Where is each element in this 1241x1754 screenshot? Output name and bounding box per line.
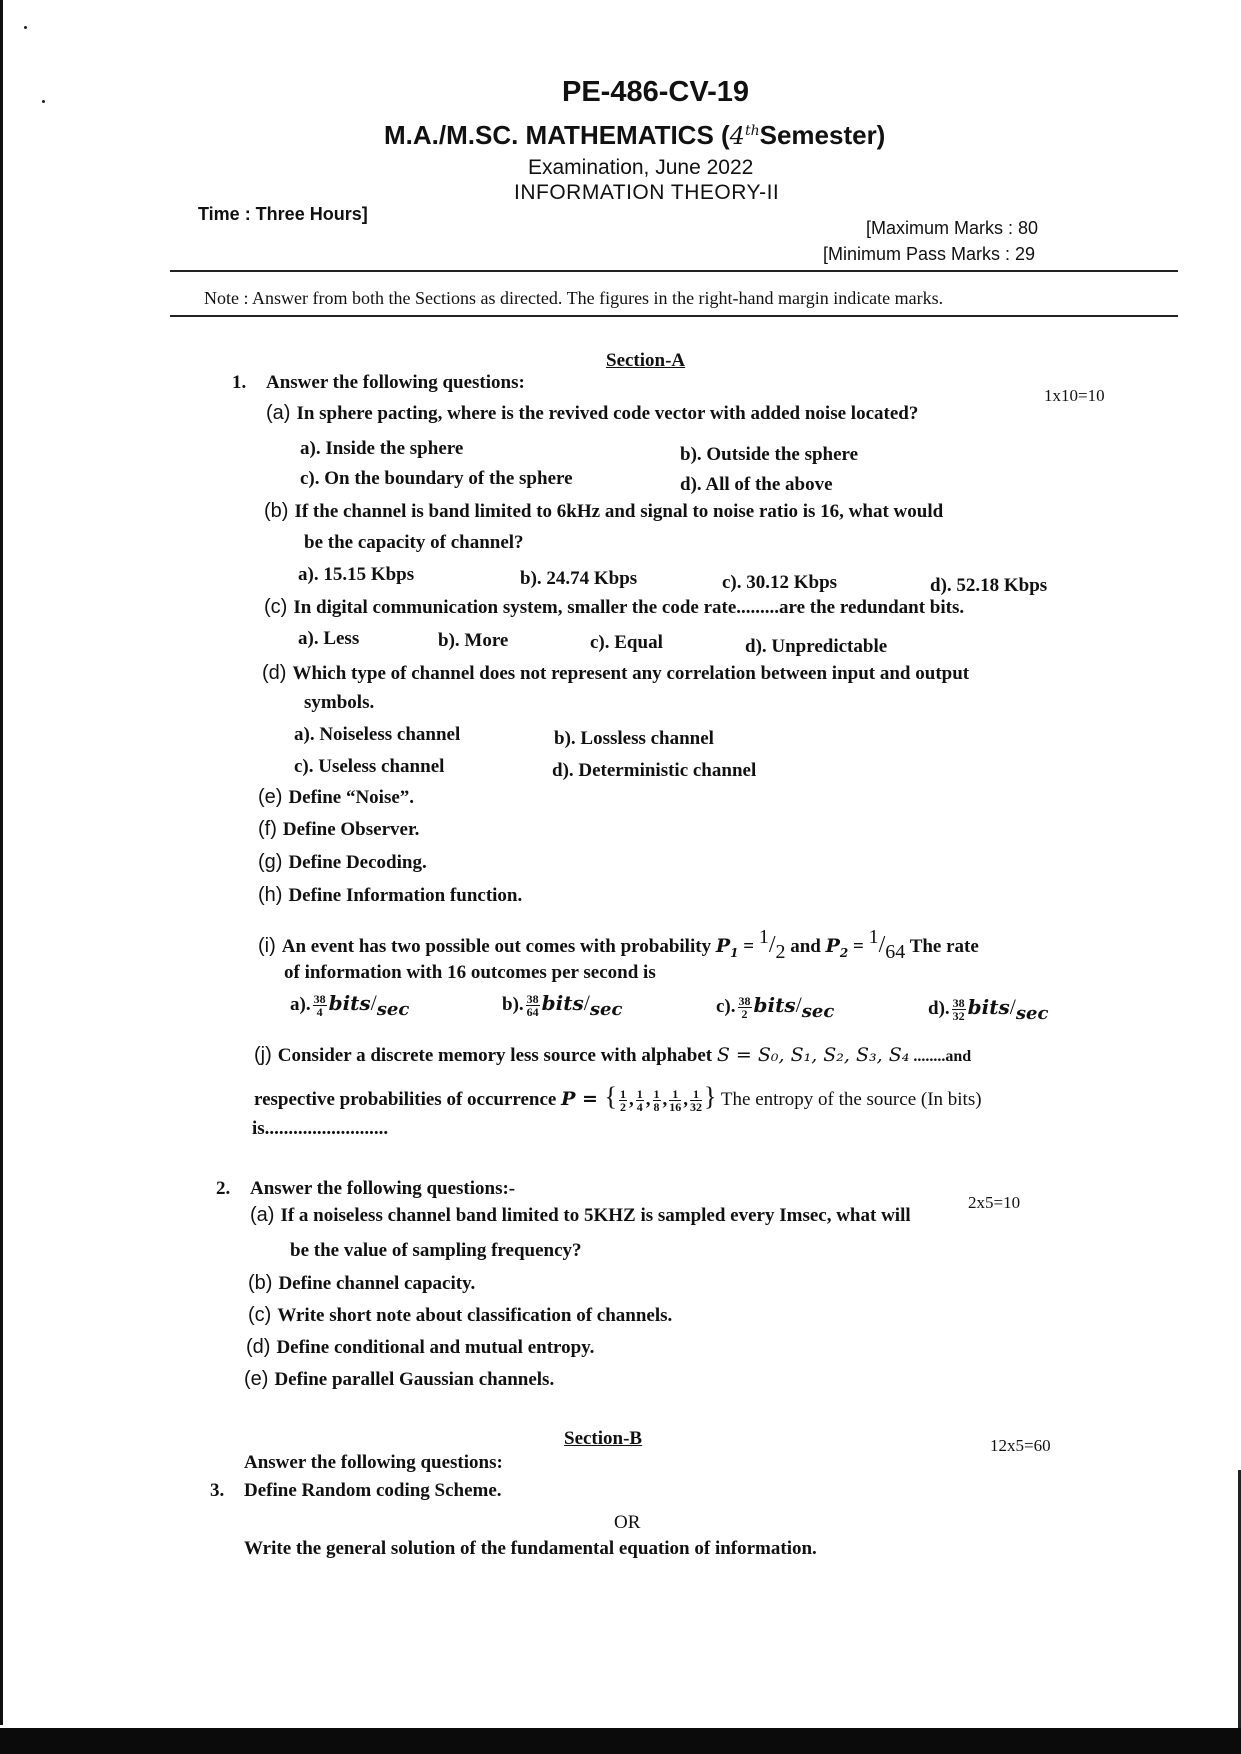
q1d-label: (d)	[262, 662, 287, 684]
q1b-text-line1: If the channel is band limited to 6kHz and signal to noise ratio is 16, what would	[294, 501, 944, 522]
q2c-text: Write short note about classification of channels.	[277, 1305, 673, 1326]
q3-text: Define Random coding Scheme.	[244, 1480, 502, 1501]
scan-left-border	[0, 0, 3, 1725]
q2-number: 2.	[216, 1178, 231, 1199]
q1h	[258, 884, 522, 907]
q1i-label: (i)	[258, 935, 276, 957]
q1d-text-line2: symbols.	[304, 692, 375, 713]
q1a-text: In sphere pacting, where is the revived code vector with added noise located?	[296, 403, 919, 424]
subject-title: INFORMATION THEORY-II	[514, 181, 780, 204]
q1i-option-c: c). $\frac{38}{2}$ bits/$_{sec}$	[716, 992, 835, 1022]
q1i-text-line2: of information with 16 outcomes per second is	[284, 962, 656, 983]
q1d-option-b: b). Lossless channel	[554, 728, 714, 749]
instructions-note: Note : Answer from both the Sections as directed. The figures in the right-hand margin indicate marks.	[204, 288, 944, 308]
scan-speck	[42, 100, 45, 103]
q1e-text: Define “Noise”.	[288, 787, 415, 808]
course-title	[384, 120, 885, 151]
q1i-option-d: d). $\frac{38}{32}$ bits/$_{sec}$	[928, 994, 1049, 1024]
q1j-alphabet: S = S₀, S₁, S₂, S₃, S₄	[716, 1044, 910, 1066]
q1c-option-c: c). Equal	[590, 632, 663, 653]
q1d-option-d: d). Deterministic channel	[552, 760, 757, 781]
q2c	[248, 1304, 672, 1327]
scan-speck	[24, 26, 27, 29]
q1e	[258, 786, 414, 809]
q3-alternative: Write the general solution of the fundamental equation of information.	[244, 1538, 817, 1559]
exam-session: Examination, June 2022	[528, 156, 754, 179]
q1d-text-line1: Which type of channel does not represent any correlation between input and output	[292, 663, 970, 684]
q1f	[258, 818, 419, 841]
q1j-text-line3: is..........................	[252, 1118, 389, 1139]
q2b	[248, 1272, 475, 1295]
section-a-title: Section-A	[606, 350, 686, 371]
q2-heading: Answer the following questions:-	[250, 1178, 516, 1199]
q1j-label: (j)	[254, 1044, 272, 1066]
q1e-label: (e)	[258, 786, 283, 808]
q2e	[244, 1368, 554, 1391]
maximum-marks: [Maximum Marks : 80	[866, 218, 1039, 238]
divider-bottom	[170, 315, 1178, 317]
q1b-option-c: c). 30.12 Kbps	[722, 572, 838, 593]
q1c-option-d: d). Unpredictable	[745, 636, 888, 657]
q1c-option-b: b). More	[438, 630, 509, 651]
q2a-text-line1: If a noiseless channel band limited to 5KHZ is sampled every Imsec, what will	[280, 1205, 911, 1226]
q2d-label: (d)	[246, 1336, 271, 1358]
q1b-option-b: b). 24.74 Kbps	[520, 568, 638, 589]
q1a-option-a: a). Inside the sphere	[300, 438, 464, 459]
q1d	[262, 662, 969, 685]
q1h-text: Define Information function.	[288, 885, 523, 906]
q1d-option-c: c). Useless channel	[294, 756, 445, 777]
q1c-option-a: a). Less	[298, 628, 360, 649]
q1c	[264, 596, 964, 619]
q1g	[258, 851, 427, 874]
q2e-label: (e)	[244, 1368, 269, 1390]
q1b-option-d: d). 52.18 Kbps	[930, 575, 1048, 596]
time-allowed: Time : Three Hours]	[198, 204, 368, 224]
q1b	[264, 500, 943, 523]
q3-or: OR	[614, 1512, 641, 1533]
minimum-pass-marks: [Minimum Pass Marks : 29	[823, 244, 1036, 264]
q2d-text: Define conditional and mutual entropy.	[276, 1337, 595, 1358]
q1a-option-b: b). Outside the sphere	[680, 444, 859, 465]
q1-heading: Answer the following questions:	[266, 372, 525, 393]
q2c-label: (c)	[248, 1304, 272, 1326]
q1a	[266, 402, 918, 425]
q1-number: 1.	[232, 372, 247, 393]
q2b-text: Define channel capacity.	[278, 1273, 476, 1294]
q1i-text-line1: An event has two possible out comes with probability	[281, 936, 712, 957]
section-b-marks: 12x5=60	[990, 1436, 1051, 1455]
section-b-title: Section-B	[564, 1428, 643, 1449]
q1i: (i) An event has two possible out comes with probability $P_1 = ^1/_2$ and $P_2 = ^1/_{64}$ The rate	[258, 926, 979, 963]
paper-code: PE-486-CV-19	[562, 76, 749, 108]
q1h-label: (h)	[258, 884, 283, 906]
q1j-line2: respective probabilities of occurrence P = { $\frac{1}{2}$ , $\frac{1}{4}$ , $\frac{1}{8}$ , $\frac{1}{16}$ , $\frac{1}{32}$ } The entropy of the source (In bits)	[254, 1082, 982, 1115]
q1c-label: (c)	[264, 596, 288, 618]
q2a-text-line2: be the value of sampling frequency?	[290, 1240, 582, 1261]
q2a-label: (a)	[250, 1204, 275, 1226]
semester-handwritten: 4th	[729, 122, 760, 150]
q2b-label: (b)	[248, 1272, 273, 1294]
q1g-label: (g)	[258, 851, 283, 873]
q1f-text: Define Observer.	[282, 819, 420, 840]
divider-top	[170, 270, 1178, 272]
q2d	[246, 1336, 594, 1359]
q1d-option-a: a). Noiseless channel	[294, 724, 461, 745]
q3-number: 3.	[210, 1480, 225, 1501]
q1a-label: (a)	[266, 402, 291, 424]
scan-bottom-border	[0, 1728, 1241, 1754]
q1a-option-d: d). All of the above	[680, 474, 833, 495]
q2e-text: Define parallel Gaussian channels.	[274, 1369, 555, 1390]
course-suffix: Semester)	[759, 120, 886, 150]
q1c-text: In digital communication system, smaller the code rate.........are the redundant bits.	[293, 597, 965, 618]
q1b-text-line2: be the capacity of channel?	[304, 532, 524, 553]
q1f-label: (f)	[258, 818, 277, 840]
q1i-option-b: b). $\frac{38}{64}$ bits/$_{sec}$	[502, 990, 623, 1020]
q2a	[250, 1204, 911, 1227]
q1a-option-c: c). On the boundary of the sphere	[300, 468, 573, 489]
q1-marks: 1x10=10	[1044, 386, 1105, 405]
q1i-option-a: a). $\frac{38}{4}$ bits/$_{sec}$	[290, 990, 410, 1020]
q1j: (j) Consider a discrete memory less source with alphabet S = S₀, S₁, S₂, S₃, S₄ ........and	[254, 1044, 972, 1066]
q1g-text: Define Decoding.	[288, 852, 427, 873]
course-prefix: M.A./M.SC. MATHEMATICS (	[384, 120, 730, 150]
q1b-option-a: a). 15.15 Kbps	[298, 564, 415, 585]
q2-marks: 2x5=10	[968, 1193, 1021, 1212]
q1j-text-line1: Consider a discrete memory less source with alphabet	[277, 1045, 713, 1066]
q1b-label: (b)	[264, 500, 289, 522]
section-b-heading: Answer the following questions:	[244, 1452, 503, 1473]
